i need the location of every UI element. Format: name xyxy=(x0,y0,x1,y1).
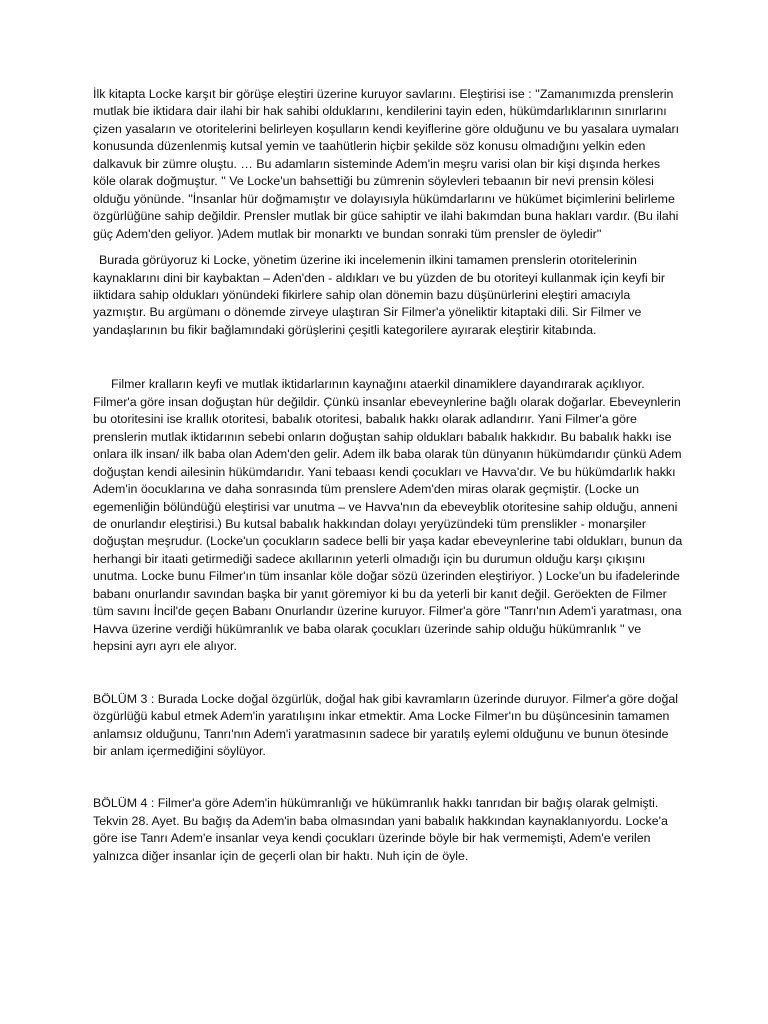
document-page xyxy=(93,86,683,865)
paragraph-spacer xyxy=(93,243,683,252)
paragraph-spacer xyxy=(93,656,683,691)
paragraph-intro: İlk kitapta Locke karşıt bir görüşe eleştiri üzerine kuruyor savlarını. Eleştirisi ise : ''Zamanımızda prenslerin mutlak bie iktidara dair ilahi bir hak sahibi olduklarını, kendilerini tayin eden, hükümdarlıklarının sınırlarını çizen yasaların ve otoritelerini belirleyen koşulların kendi keyiflerine göre olduğunu ve bu yasalara uymaları konusunda düzenlenmiş kutsal yemin ve taahütlerin hiçbir şekilde söz konusu olmadığını yelkin eden dalkavuk bir zümre oluştu. … Bu adamların sisteminde Adem'in meşru varisi olan bir kişi dışında herkes köle olarak doğmuştur. '' Ve Locke'un bahsettiği bu zümrenin söylevleri tebaanın bir nevi prensin kölesi olduğu yönünde. ''İnsanlar hür doğmamıştır ve dolayısıyla hükümdarlarını ve hükümet biçimlerini belirleme özgürlüğüne sahip değildir. Prensler mutlak bir güce sahiptir ve ilahi bakımdan buna hakları vardır. (Bu ilahi güç Adem'den geliyor. )Adem mutlak bir monarktı ve bundan sonraki tüm prensler de öyledir'' xyxy=(93,87,680,241)
paragraph-spacer xyxy=(93,339,683,376)
paragraph-locke-critique: Burada görüyoruz ki Locke, yönetim üzerine iki incelemenin ilkini tamamen prenslerin otoritelerinin kaynaklarını dini bir kaybaktan – Aden'den - aldıkları ve bu yüzden de bu otoriteyi kullanmak için keyfi bir iiktidara sahip oldukları yönündeki fikirlere sahip olan dönemin bazu düşünürlerini eleştiri amacıyla yazmıştır. Bu argümanı o dönemde zirveye ulaştıran Sir Filmer'a yöneliktir kitaptaki dili. Sir Filmer ve yandaşlarının bu fikir bağlamındaki görüşlerini çeşitli kategorilere ayırarak eleştirir kitabında. xyxy=(93,253,665,337)
paragraph-spacer xyxy=(93,760,683,795)
paragraph-chapter-4: BÖLÜM 4 : Filmer'a göre Adem'in hükümranlığı ve hükümranlık hakkı tanrıdan bir bağış olarak gelmişti. Tekvin 28. Ayet. Bu bağış da Adem'in baba olmasından yani babalık hakkından kaynaklanıyordu. Locke'a göre ise Tanrı Adem'e insanlar veya kendi çocukları üzerinde böyle bir hak vermemişti, Adem'e verilen yalnızca diğer insanlar için de geçerli olan bir haktı. Nuh için de öyle. xyxy=(93,796,668,863)
paragraph-filmer: Filmer kralların keyfi ve mutlak iktidarlarının kaynağını ataerkil dinamiklere dayandırarak açıklıyor. Filmer'a göre insan doğuştan hür değildir. Çünkü insanlar ebeveynlerine bağlı olarak doğarlar. Ebeveynlerin bu otoritesini ise krallık otoritesi, babalık otoritesi, babalık hakkı olarak adlandırır. Yani Filmer'a göre prenslerin mutlak iktidarının sebebi onların doğuştan sahip oldukları babalık hakkıdır. Bu babalık hakkı ise onlara ilk insan/ ilk baba olan Adem'den gelir. Adem ilk baba olarak tün dünyanın hükümdarıdır çünkü Adem doğuştan kendi ailesinin hükümdarıdır. Yani tebaası kendi çocukları ve Havva'dır. Ve bu hükümdarlık hakkı Adem'in öocuklarına ve daha sonrasında tüm prenslere Adem'den miras olarak geçmiştir. (Locke un egemenliğin bölündüğü eleştirisi var unutma – ve Havva'nın da ebeveyblik otoritesine sahip olduğu, anneni de onurlandır eleştirisi.) Bu kutsal babalık hakkından dolayı yeryüzündeki tüm prenslikler - monarşiler doğuştan meşrudur. (Locke'un çocukların sadece belli bir yaşa kadar ebeveynlerine tabi oldukları, bunun da herhangi bir itaati getirmediği sadece akıllarının yeterli olmadığı için bu durumun olduğu karşı çıkışını unutma. Locke bunu Filmer'ın tüm insanlar köle doğar sözü üzerinden eleştiriyor. ) Locke'un bu ifadelerinde babanı onurlandır savından başka bir yanıt göremiyor ki bu da yeterli bir kanıt değil. Geröekten de Filmer tüm savını İncil'de geçen Babanı Onurlandır üzerine kuruyor. Filmer'a göre ''Tanrı'nın Adem'i yaratması, ona Havva üzerine verdiği hükümranlık ve baba olarak çocukları üzerinde sahip olduğu hükümranlık '' ve hepsini ayrı ayrı ele alıyor. xyxy=(93,377,683,654)
paragraph-chapter-3: BÖLÜM 3 : Burada Locke doğal özgürlük, doğal hak gibi kavramların üzerinde duruyor. Filmer'a göre doğal özgürlüğü kabul etmek Adem'in yaratılışını inkar etmektir. Ama Locke Filmer'ın bu düşüncesinin tamamen anlamsız olduğunu, Tanrı'nın Adem'i yaratmasının sadece bir yaratılş eylemi olduğunu ve bunun ötesinde bir anlam içermediğini söylüyor. xyxy=(93,691,679,758)
